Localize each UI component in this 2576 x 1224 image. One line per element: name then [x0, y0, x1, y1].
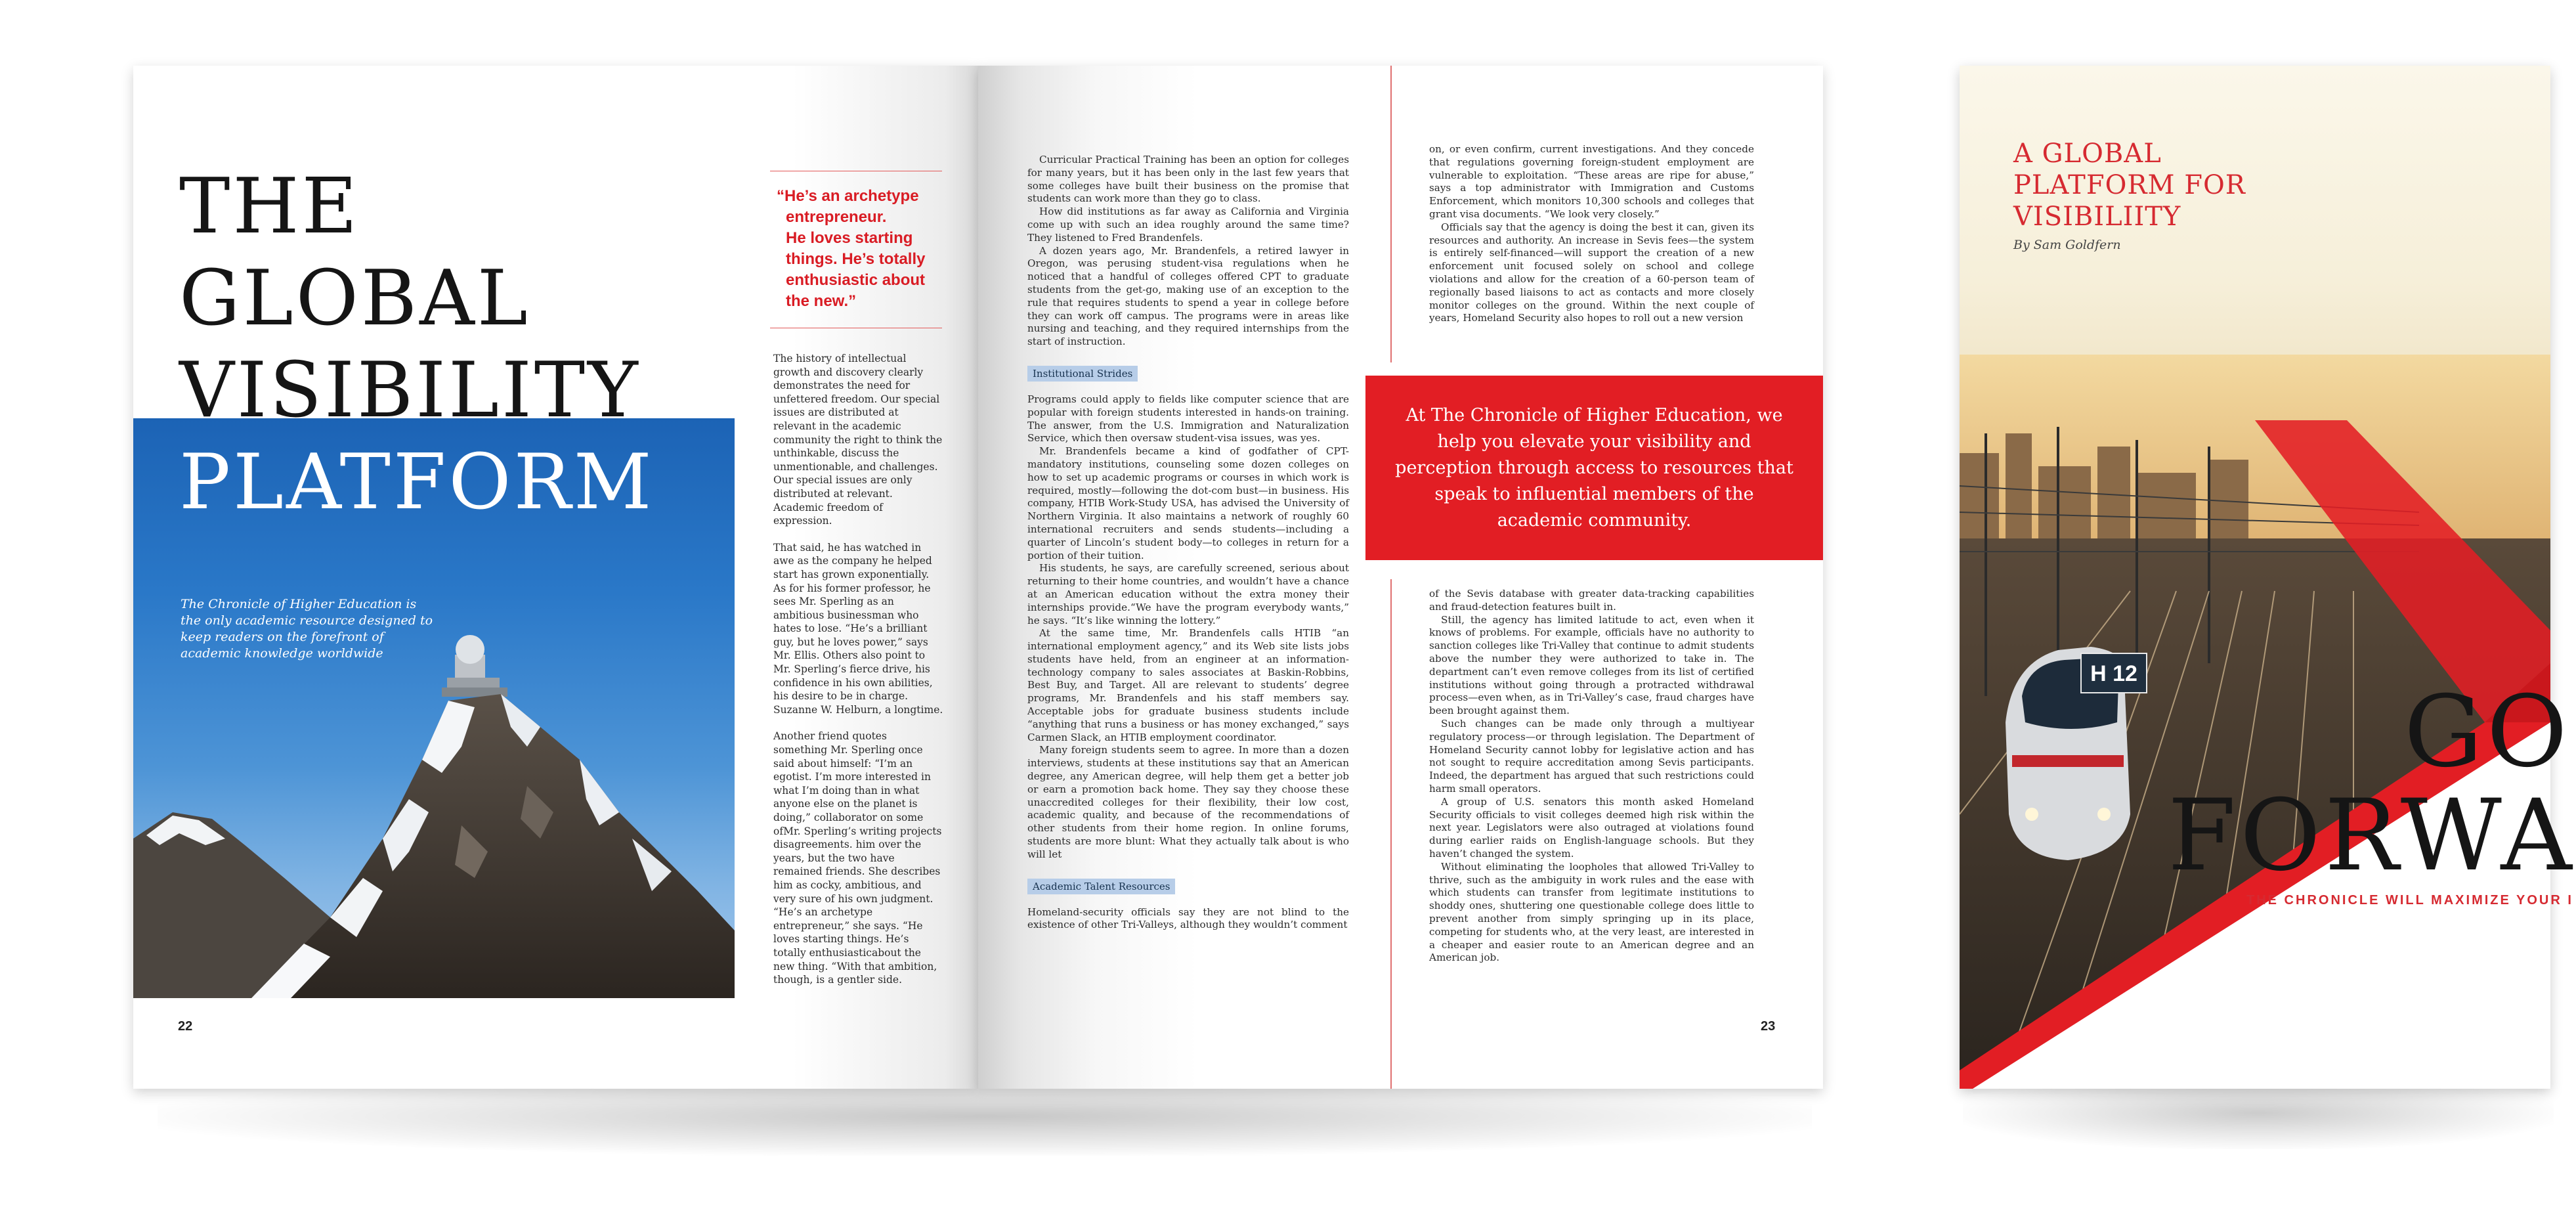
- narrow-text-column: [773, 352, 944, 1000]
- pull-quote-line: “He’s an archetype: [777, 187, 919, 205]
- body-paragraph: Without eliminating the loopholes that allowed Tri-Valley to thrive, such as the ambiguity in work rules and the ease with which students can transfer from legitimate institutions to shoddy ones, shuttering one questionable college does little to prevent another from simply springing up in its place, competing for students who, at the very least, are interested in a cheaper and easier route to an American degree and an American job.: [1429, 860, 1754, 964]
- body-paragraph: His students, he says, are carefully screened, serious about returning to their home countries, and wouldn’t have a chance at an American education without the extra money their internships provide.“We have the program everybody wants,” he says. “It’s like winning the lottery.”: [1027, 562, 1349, 626]
- feature-title-line-2: GLOBAL: [179, 254, 530, 343]
- text-column-2-top: [1429, 143, 1754, 325]
- platform-sign: [2081, 653, 2147, 693]
- cover-title-line: VISIBILIITY: [2013, 202, 2181, 232]
- cover-title-line: A GLOBAL: [2013, 139, 2162, 169]
- page-number-left: 22: [178, 1019, 193, 1034]
- body-paragraph: on, or even confirm, current investigations. And they concede that regulations governing foreign-student employment are vulnerable to exploitation. “These areas are ripe for abuse,” says a top administrator with Immigration and Customs Enforcement, which monitors 10,300 schools and colleges that grant visa documents. “We look very closely.”: [1429, 143, 1754, 220]
- pull-quote-line: He loves starting: [786, 229, 913, 247]
- body-paragraph: Many foreign students seem to agree. In more than a dozen interviews, students at these institutions say that an American degree, any American degree, will help them get a better job or earn a promotion back home. They say they choose these unaccredited colleges for their flexibility, their low cost, academic quality, and because of the recommendations of other students from their home region. In online forums, students are more blunt: What they actually talk about is who will let: [1027, 744, 1349, 860]
- cover-headline-line-2: FORWA: [2168, 779, 2576, 893]
- body-paragraph: That said, he has watched in awe as the company he helped start has grown exponentially. As for his former professor, he sees Mr. Sperling as an ambitious businessman who hates to lose. “He’s a brilliant guy, but he loves power,” says Mr. Ellis. Others also point to Mr. Sperling’s fierce drive, his confidence in his own abilities, his desire to be in charge. Suzanne W. Helburn, a longtime.: [773, 541, 943, 716]
- cover-headline: [2168, 675, 2576, 893]
- subhead-academic-talent: Academic Talent Resources: [1027, 879, 1175, 894]
- column-divider-top: [1390, 66, 1392, 362]
- cover-byline: By Sam Goldfern: [2013, 238, 2121, 252]
- page-number-right: 23: [1761, 1019, 1776, 1034]
- cover-title: [2013, 138, 2289, 232]
- spread-shadow: [158, 1077, 1812, 1156]
- body-paragraph: The history of intellectual growth and discovery clearly demonstrates the need for unfettered freedom. Our special issues are distributed at relevant in the academic community the right to think the unthinkable, discuss the unmentionable, and challenges. Our special issues are only distributed at relevant. Academic freedom of expression.: [773, 353, 943, 527]
- pull-quote: [770, 171, 942, 328]
- body-paragraph: How did institutions as far away as California and Virginia come up with such an idea roughly around the same time? They listened to Fred Brandenfels.: [1027, 206, 1349, 244]
- feature-title-line-4: PLATFORM: [179, 438, 655, 527]
- body-paragraph: A group of U.S. senators this month asked Homeland Security officials to visit colleges deemed high risk within the next year. Legislators were also outraged at violations found during earlier raids on English-language schools. But they haven’t changed the system.: [1429, 795, 1754, 860]
- pull-quote-line: the new.”: [786, 292, 857, 310]
- body-paragraph: Curricular Practical Training has been an option for colleges for many years, but it has been only in the last few years that some colleges have built their business on the promise that students can work more than they go to class.: [1027, 154, 1349, 205]
- cover-title-line: PLATFORM FOR: [2013, 170, 2246, 200]
- pull-quote-line: enthusiastic about: [786, 271, 926, 289]
- feature-title-line-1: THE: [179, 162, 360, 251]
- pull-quote-line: things. He’s totally: [786, 250, 926, 268]
- body-paragraph: of the Sevis database with greater data-tracking capabilities and fraud-detection features built in.: [1429, 588, 1754, 613]
- body-paragraph: Officials say that the agency is doing the best it can, given its resources and authority. An increase in Sevis fees—the system is entirely self-financed—will support the creation of a new enforcement unit focused solely on school and college violations and allow for the creation of a 60-person team of regionally based liaisons to act as contacts and more closely monitor colleges on the ground. Within the next couple of years, Homeland Security also hopes to roll out a new version: [1429, 221, 1754, 324]
- page-23: [978, 66, 1823, 1089]
- body-paragraph: Another friend quotes something Mr. Sperling once said about himself: “I’m an egotist. I’m more interested in what I’m doing than in what anyone else on the planet is doing,” collaborator on some ofMr. Sperling’s writing projects disagreements. him over the years, but the two have remained friends. She describes him as cocky, ambitious, and very sure of his own judgment. “He’s an archetype entrepreneur,” she says. “He loves starting things. He’s totally enthusiasticabout the new thing. “With that ambition, though, is a gentler side.: [773, 730, 942, 986]
- intro-caption: The Chronicle of Higher Education is the only academic resource designed to keep readers on the forefront of academic knowledge worldwide: [181, 597, 433, 661]
- subhead-institutional-strides: Institutional Strides: [1027, 366, 1138, 382]
- body-paragraph: Mr. Brandenfels became a kind of godfather of CPT-mandatory institutions, counseling some dozen colleges on how to set up academic programs or courses in which work is required, mostly—following the dot-com bust—in business. His company, HTIB Work-Study USA, has advised the University of Northern Virginia. It also maintains a network of roughly 60 international recruiters and sends students—including a quarter of Lincoln’s student body—to colleges in return for a portion of their tuition.: [1027, 445, 1349, 561]
- platform-sign-text: H 12: [2090, 661, 2137, 686]
- body-paragraph: Homeland-security officials say they are not blind to the existence of other Tri-Valleys, although they wouldn’t comment: [1027, 906, 1349, 931]
- cover-tagline: THE CHRONICLE WILL MAXIMIZE YOUR I: [2246, 893, 2573, 907]
- feature-title: [179, 161, 757, 529]
- body-paragraph: At the same time, Mr. Brandenfels calls HTIB “an international employment agency,” and its Web site lists jobs students have held, from an engineer at an information-technology company to sales associates at Baskin-Robbins, Best Buy, and Target. All are relevant to students’ degree programs, Mr. Brandenfels and his staff members say. Acceptable jobs for graduate business students include “anything that runs a business or has money exchanged,” says Carmen Slack, an HTIB employment coordinator.: [1027, 627, 1349, 743]
- body-paragraph: Programs could apply to fields like computer science that are popular with foreign students interested in hands-on training. The answer, from the U.S. Immigration and Naturalization Service, which then oversaw student-visa issues, was yes.: [1027, 393, 1349, 445]
- callout-box: At The Chronicle of Higher Education, we help you elevate your visibility and perception through access to resources that speak to influential members of the academic community.: [1365, 376, 1823, 560]
- body-paragraph: A dozen years ago, Mr. Brandenfels, a retired lawyer in Oregon, was perusing student-visa regulations when he noticed that a handful of colleges offered CPT to graduate students from the get-go, making use of an exception to the rule that requires students to spend a year in college before they can work off campus. The programs were in areas like nursing and teaching, and they required internships from the start of instruction.: [1027, 244, 1349, 348]
- text-column-1: [1027, 154, 1349, 932]
- text-column-2-bottom: [1429, 588, 1754, 965]
- body-paragraph: Still, the agency has limited latitude to act, even when it knows of problems. For example, officials have no authority to sanction colleges like Tri-Valley that continue to admit students above the number they were authorized to take in. The department can’t even remove colleges from its list of certified institutions without going through a protracted withdrawal process—even when, as in Tri-Valley’s case, fraud charges have been brought against them.: [1429, 613, 1754, 717]
- page-22: [133, 66, 978, 1089]
- column-divider-bottom: [1390, 579, 1392, 1089]
- magazine-cover: [1960, 66, 2576, 1089]
- observatory-building: [442, 635, 507, 697]
- feature-title-line-3: VISIBILITY: [179, 346, 641, 435]
- pull-quote-line: entrepreneur.: [786, 208, 887, 226]
- body-paragraph: Such changes can be made only through a multiyear regulatory process—or through legislation. The Department of Homeland Security cannot lobby for legislative action and has not sought to require accreditation among Sevis participants. Indeed, the department has argued that such restrictions could harm small operators.: [1429, 717, 1754, 795]
- cover-headline-line-1: GO: [2404, 675, 2571, 789]
